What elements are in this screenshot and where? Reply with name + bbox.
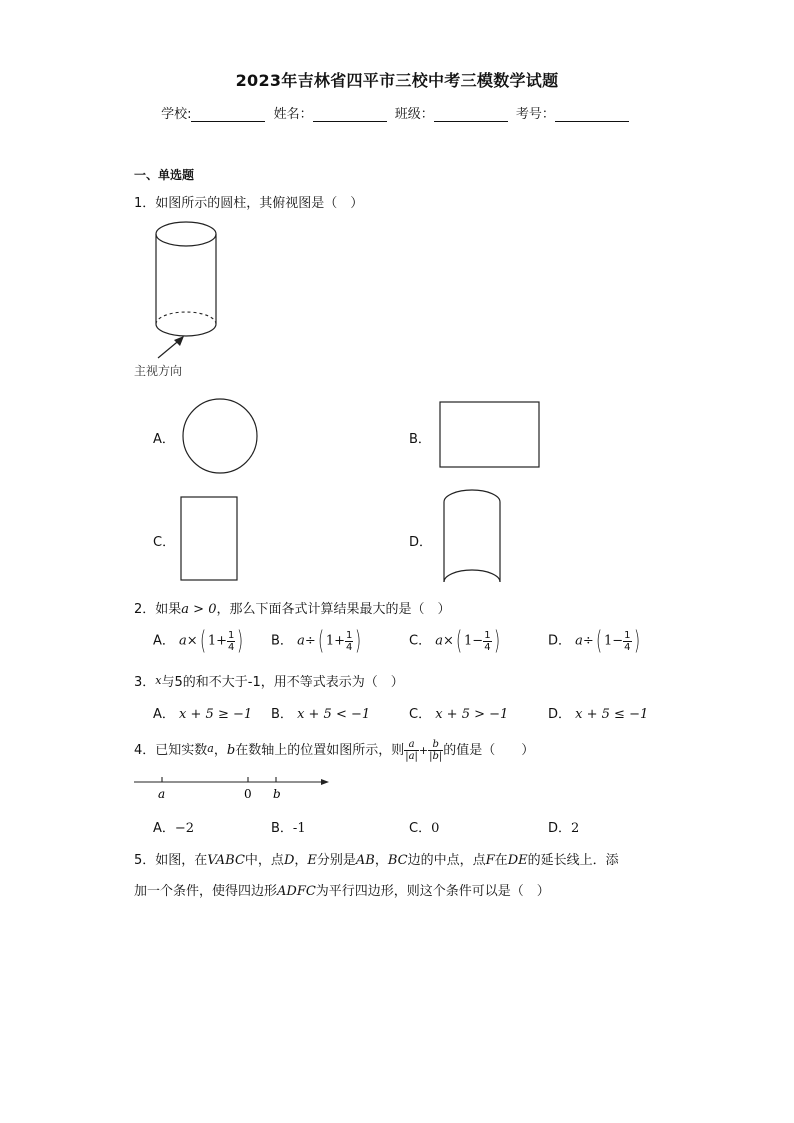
section-heading: 一、单选题 — [134, 168, 195, 182]
q4-sep: ， — [213, 743, 227, 758]
left-paren: ( — [199, 626, 206, 656]
q1-option-b-label[interactable]: B． — [409, 432, 431, 447]
id-field[interactable] — [555, 108, 629, 122]
tall-rectangle-option-figure — [178, 494, 240, 584]
q4-suffix: 的值是（ ） — [443, 743, 535, 758]
q4-option-a-value: −2 — [174, 821, 195, 836]
q1-text: 1．如图所示的圆柱，其俯视图是（ ） — [134, 196, 364, 211]
q5-text: 中，点 — [244, 853, 284, 868]
q2-option-c[interactable] — [409, 628, 502, 654]
q5-text: ， — [294, 853, 308, 868]
q4-prefix: 4．已知实数 — [134, 743, 208, 758]
q2-option-d-label: D． — [548, 633, 572, 649]
q3-var: x — [155, 674, 162, 687]
q5-text: ， — [374, 853, 388, 868]
q5-segment-bc: BC — [387, 853, 408, 868]
frac-den: 4 — [346, 641, 353, 653]
one-plus: 1+ — [207, 633, 228, 649]
fraction-one-quarter — [227, 630, 235, 653]
q2-option-c-label: C． — [409, 633, 432, 649]
q2-text — [134, 598, 450, 617]
school-field[interactable] — [191, 108, 265, 122]
frac-num: b — [428, 739, 443, 751]
q3-option-b[interactable] — [271, 703, 370, 722]
q3-option-d-expr: x + 5 ≤ −1 — [575, 707, 649, 722]
q5-text-line-1 — [134, 849, 619, 868]
frac-den: 4 — [228, 641, 235, 653]
frac-num: 1 — [346, 629, 353, 641]
q2-option-b-expr: a÷ — [297, 633, 316, 649]
cylinder-figure — [150, 218, 224, 340]
q5-text: 的延长线上．添 — [527, 853, 619, 868]
frac-num: 1 — [228, 629, 235, 641]
q4-option-a-label: A． — [153, 821, 175, 836]
q2-option-b-label: B． — [271, 633, 293, 649]
view-direction-arrow — [152, 334, 192, 362]
q2-option-a-label: A． — [153, 633, 175, 649]
name-label: 姓名： — [273, 107, 313, 122]
q3-option-c[interactable] — [409, 703, 508, 722]
frac-den: 4 — [624, 641, 631, 653]
id-label: 考号： — [515, 107, 555, 122]
q3-option-b-expr: x + 5 < −1 — [297, 707, 371, 722]
q4-option-b-value: -1 — [292, 821, 306, 836]
q3-option-d-label: D． — [548, 707, 572, 722]
one-minus: 1− — [603, 633, 624, 649]
q2-option-d-expr: a÷ — [575, 633, 594, 649]
q1-option-c-label[interactable]: C． — [153, 535, 176, 550]
fraction-one-quarter — [623, 630, 631, 653]
q5-triangle: VABC — [207, 853, 245, 868]
axis-label-a: a — [158, 787, 166, 801]
q2-option-d[interactable] — [548, 628, 642, 654]
q4-option-b[interactable] — [271, 817, 306, 836]
frac-den: |a| — [405, 751, 418, 762]
q4-fraction-a — [404, 739, 419, 762]
q3-text — [134, 671, 404, 690]
q5-point-d: D — [283, 853, 295, 868]
q5-quadrilateral: ADFC — [277, 884, 316, 899]
q2-prefix: 2．如果 — [134, 602, 182, 617]
right-paren: ) — [493, 626, 500, 656]
q3-option-a-expr: x + 5 ≥ −1 — [179, 707, 253, 722]
q5-text: 边的中点，点 — [407, 853, 486, 868]
q5-point-e: E — [307, 853, 317, 868]
one-minus: 1− — [464, 633, 484, 649]
q2-suffix: ，那么下面各式计算结果最大的是（ ） — [216, 602, 451, 617]
number-line-figure — [132, 774, 332, 804]
q4-option-d-label: D． — [548, 821, 572, 836]
q4-option-b-label: B． — [271, 821, 293, 836]
q1-option-d-label[interactable]: D． — [409, 535, 433, 550]
q2-option-a[interactable] — [153, 628, 246, 654]
circle-option-figure — [180, 398, 262, 476]
fraction-one-quarter — [345, 630, 353, 653]
q3-body: 与5的和不大于-1，用不等式表示为（ ） — [161, 675, 404, 690]
q5-text: 分别是 — [316, 853, 356, 868]
q5-text: 为平行四边形，则这个条件可以是（ ） — [315, 884, 550, 899]
q3-option-d[interactable] — [548, 703, 648, 722]
plus-sign: + — [418, 744, 429, 757]
frac-num: 1 — [624, 629, 631, 641]
q4-var-b: b — [226, 743, 236, 758]
class-label: 班级： — [394, 107, 434, 122]
q4-option-d[interactable] — [548, 817, 579, 836]
q5-text-line-2 — [134, 880, 550, 899]
q4-option-c[interactable] — [409, 817, 439, 836]
left-paren: ( — [317, 626, 324, 656]
frac-den: 4 — [484, 641, 491, 653]
one-plus: 1+ — [325, 633, 346, 649]
q5-text: 5．如图，在 — [134, 853, 208, 868]
q4-option-c-label: C． — [409, 821, 432, 836]
student-info-row — [0, 103, 794, 122]
q2-condition: a > 0 — [181, 602, 217, 617]
q2-option-a-expr: a× — [179, 633, 198, 649]
q4-middle: 在数轴上的位置如图所示，则 — [235, 743, 405, 758]
name-field[interactable] — [313, 108, 387, 122]
fraction-one-quarter — [483, 630, 491, 653]
wide-rectangle-option-figure — [438, 400, 542, 470]
school-label: 学校: — [161, 107, 192, 122]
class-field[interactable] — [434, 108, 508, 122]
q4-option-d-value: 2 — [571, 821, 580, 836]
frac-num: 1 — [484, 629, 491, 641]
q4-var-a: a — [207, 742, 214, 755]
page-title: 2023年吉林省四平市三校中考三模数学试题 — [235, 71, 559, 90]
q3-number: 3． — [134, 675, 156, 690]
q5-segment-ab: AB — [355, 853, 375, 868]
q3-option-c-expr: x + 5 > −1 — [435, 707, 509, 722]
curved-surface-option-figure — [440, 488, 504, 588]
q4-option-a[interactable] — [153, 817, 194, 836]
left-paren: ( — [595, 626, 602, 656]
right-paren: ) — [355, 626, 362, 656]
q1-option-a-label[interactable]: A． — [153, 432, 175, 447]
left-paren: ( — [455, 626, 462, 656]
q5-segment-de: DE — [507, 853, 528, 868]
q3-option-c-label: C． — [409, 707, 432, 722]
right-paren: ) — [633, 626, 640, 656]
view-direction-caption: 主视方向 — [134, 364, 183, 378]
q4-text — [134, 739, 534, 762]
q4-option-c-value: 0 — [431, 821, 440, 836]
right-paren: ) — [237, 626, 244, 656]
q5-text: 加一个条件，使得四边形 — [134, 884, 278, 899]
q5-text: 在 — [494, 853, 508, 868]
frac-den: |b| — [429, 751, 443, 762]
q5-point-f: F — [485, 853, 495, 868]
axis-label-zero: 0 — [244, 787, 252, 801]
frac-num: a — [404, 739, 419, 751]
q2-option-c-expr: a× — [435, 633, 454, 649]
q4-fraction-b — [428, 739, 443, 762]
q3-option-a-label: A． — [153, 707, 175, 722]
q3-option-a[interactable] — [153, 703, 252, 722]
axis-label-b: b — [273, 787, 281, 801]
q2-option-b[interactable] — [271, 628, 364, 654]
q3-option-b-label: B． — [271, 707, 293, 722]
